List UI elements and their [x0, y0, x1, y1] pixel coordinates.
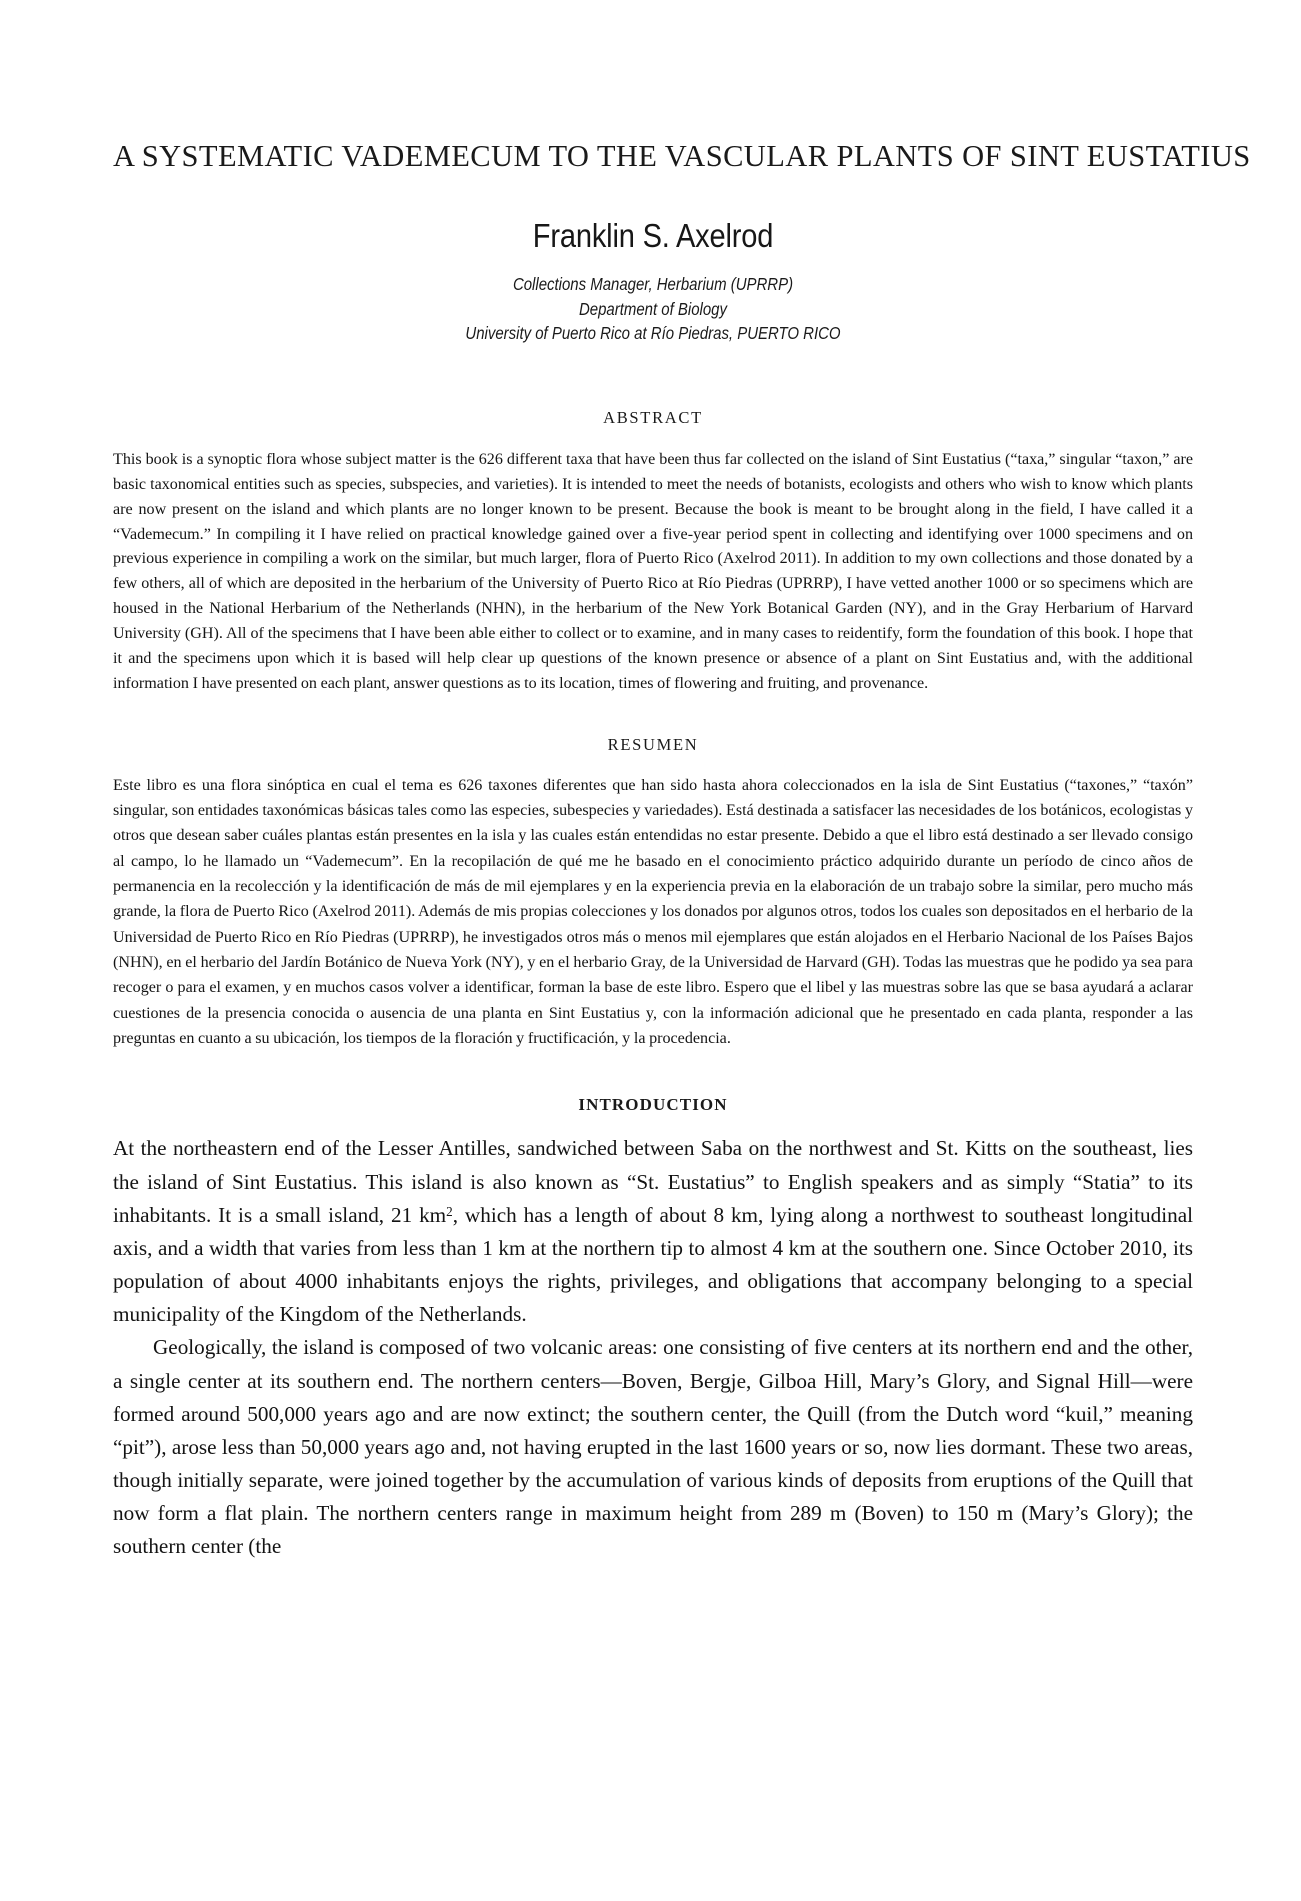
resumen-heading: RESUMEN	[607, 734, 699, 754]
author-name: Franklin S. Axelrod	[532, 216, 774, 254]
resumen-paragraph: Este libro es una flora sinóptica en cual el tema es 626 taxones diferentes que han sido hasta ahora coleccionados en la isla de Sint Eustatius (“taxones,” “taxón” singular, son entidades taxonómicas básicas tales como las especies, subespecies y variedades). Está destinada a satisfacer las necesidades de los botánicos, ecologistas y otros que desean saber cuáles plantas están presentes en la isla y las cuales están entendidas no estar presente. Debido a que el libro está destinado a ser llevado consigo al campo, lo he llamado un “Vademecum”. En la recopilación de qué me he basado en el conocimiento práctico adquirido durante un período de cinco años de permanencia en la recolección y la identificación de más de mil ejemplares y en la experiencia previa en la elaboración de un trabajo sobre la similar, pero mucho más grande, la flora de Puerto Rico (Axelrod 2011). Además de mis propias colecciones y los donados por algunos otros, todos los cuales son depositados en el herbario de la Universidad de Puerto Rico en Río Piedras (UPRRP), he investigados otros más o menos mil ejemplares que están alojados en el Herbario Nacional de los Países Bajos (NHN), en el herbario del Jardín Botánico de Nueva York (NY), y en el herbario Gray, de la Universidad de Harvard (GH). Todas las muestras que he podido ya sea para recoger o para el examen, y en muchos casos volver a identificar, forman la base de este libro. Espero que el libel y las muestras sobre las que se basa ayudará a aclarar cuestiones de la presencia conocida o ausencia de una planta en Sint Eustatius y, con la información adicional que he presentado en cada planta, responder a las preguntas en cuanto a su ubicación, los tiempos de la floración y fructificación, y la procedencia.	[113, 776, 1193, 1047]
introduction-paragraph-2: Geologically, the island is composed of two volcanic areas: one consisting of five centers at its northern end and the other, a single center at its southern end. The northern centers—Boven, Bergje, Gilboa Hill, Mary’s Glory, and Signal Hill—were formed around 500,000 years ago and are now extinct; the southern center, the Quill (from the Dutch word “kuil,” meaning “pit”), arose less than 50,000 years ago and, not having erupted in the last 1600 years or so, now lies dormant. These two areas, though initially separate, were joined together by the accumulation of various kinds of deposits from eruptions of the Quill that now form a flat plain. The northern centers range in maximum height from 289 m (Boven) to 150 m (Mary’s Glory); the southern center (the	[113, 1335, 1193, 1559]
abstract-heading: ABSTRACT	[603, 407, 703, 427]
affiliation-line-1: Collections Manager, Herbarium (UPRRP)	[512, 273, 794, 294]
page-title: A SYSTEMATIC VADEMECUM TO THE VASCULAR PLANTS OF SINT EUSTATIUS	[113, 139, 1251, 173]
introduction-paragraph-1	[113, 1115, 1193, 1331]
affiliation-line-3: University of Puerto Rico at Río Piedras, PUERTO RICO	[465, 323, 841, 344]
introduction-paragraph-1-text-b: , which has a length of about 8 km, lying along a northwest to southeast longitudinal axis, and a width that varies from less than 1 km at the northern tip to almost 4 km at the southern one. Since October 2010, its population of about 4000 inhabitants enjoys the rights, privileges, and obligations that accompany belonging to a special municipality of the Kingdom of the Netherlands.	[113, 1202, 1193, 1327]
introduction-paragraph-1-text-a: At the northeastern end of the Lesser Antilles, sandwiched between Saba on the northwest and St. Kitts on the southeast, lies the island of Sint Eustatius. This island is also known as “St. Eustatius” to English speakers and as simply “Statia” to its inhabitants. It is a small island, 21 km	[113, 1136, 1193, 1227]
square-unit-superscript: 2	[446, 1203, 453, 1219]
introduction-heading: INTRODUCTION	[578, 1095, 728, 1115]
abstract-paragraph: This book is a synoptic flora whose subject matter is the 626 different taxa that have been thus far collected on the island of Sint Eustatius (“taxa,” singular “taxon,” are basic taxonomical entities such as species, subspecies, and varieties). It is intended to meet the needs of botanists, ecologists and others who wish to know which plants are now present on the island and which plants are no longer known to be present. Because the book is meant to be brought along in the field, I have called it a “Vademecum.” In compiling it I have relied on practical knowledge gained over a five-year period spent in collecting and identifying over 1000 specimens and on previous experience in compiling a work on the similar, but much larger, flora of Puerto Rico (Axelrod 2011). In addition to my own collections and those donated by a few others, all of which are deposited in the herbarium of the University of Puerto Rico at Río Piedras (UPRRP), I have vetted another 1000 or so specimens which are housed in the National Herbarium of the Netherlands (NHN), in the herbarium of the New York Botanical Garden (NY), and in the Gray Herbarium of Harvard University (GH). All of the specimens that I have been able either to collect or to examine, and in many cases to reidentify, form the foundation of this book. I hope that it and the specimens upon which it is based will help clear up questions of the known presence or absence of a plant on Sint Eustatius and, with the additional information I have presented on each plant, answer questions as to its location, times of flowering and fruiting, and provenance.	[113, 450, 1193, 692]
affiliation-line-2: Department of Biology	[578, 298, 727, 319]
page-content-column	[113, 0, 1251, 1564]
author-affiliation	[113, 254, 1193, 346]
